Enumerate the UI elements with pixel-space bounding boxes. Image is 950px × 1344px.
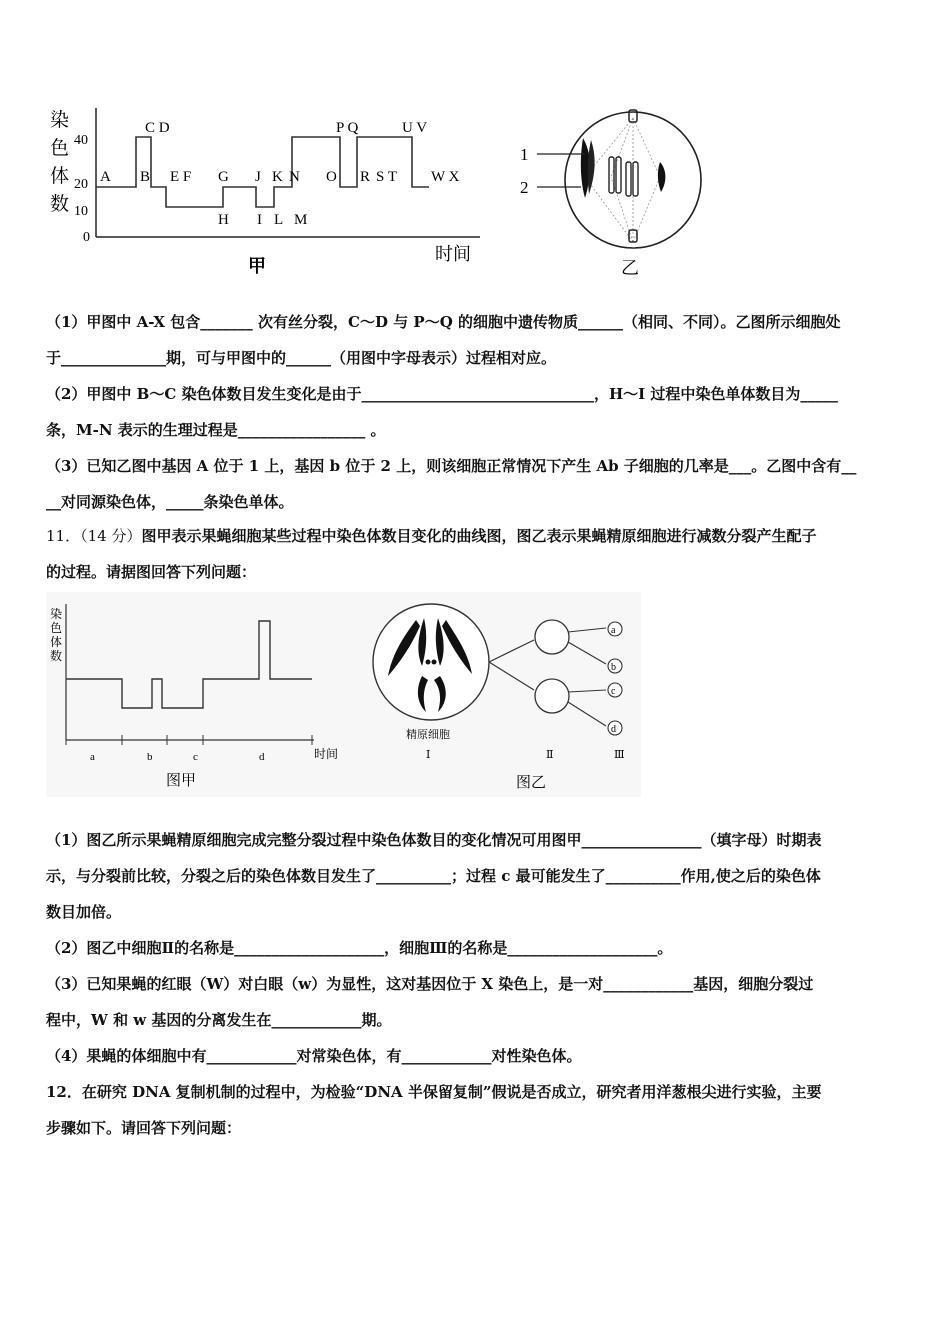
- text: （相同、不同）。乙图所示细胞处: [622, 313, 841, 331]
- jia-seg-letter: R: [360, 169, 371, 185]
- jia-ylabel-char: 体: [50, 166, 70, 187]
- chromosome-2b: [616, 157, 621, 193]
- blank: ______: [286, 349, 332, 367]
- tuyi-caption: 图乙: [516, 775, 547, 791]
- blank: __: [46, 493, 61, 511]
- jia-seg-letter: E F: [170, 169, 192, 185]
- text: （3）已知果蝇的红眼（W）对白眼（w）为显性，这对基因位于 X 染色上，是一对: [46, 975, 604, 993]
- jia-seg-letter: M: [294, 212, 308, 228]
- text: 程中，W 和 w 基因的分离发生在: [46, 1011, 272, 1029]
- blank: ____________________: [234, 939, 385, 957]
- q12-line1: [46, 1082, 906, 1102]
- q11-p3-line1: [46, 974, 906, 994]
- tujia-ylabel-char: 染: [50, 607, 63, 621]
- blank: _____: [800, 385, 838, 403]
- blank: _______: [200, 313, 253, 331]
- jia-seg-letter: P Q: [336, 120, 359, 136]
- text: 期。: [361, 1011, 392, 1029]
- chromosome-4: [658, 162, 666, 192]
- gamete-label: c: [611, 686, 616, 697]
- text: 对常染色体，有: [296, 1047, 402, 1065]
- blank: ____________: [271, 1011, 362, 1029]
- text: 对性染色体。: [491, 1047, 582, 1065]
- tujia-ylabel: [50, 606, 62, 663]
- text: 期，可与甲图中的: [166, 349, 287, 367]
- gamete-label: b: [611, 662, 616, 673]
- q11-p1-line3: [46, 902, 906, 922]
- text: 于: [46, 349, 62, 367]
- chromosome-1b: [588, 140, 595, 194]
- text: （4）果蝇的体细胞中有: [46, 1047, 207, 1065]
- stage-label: Ⅱ: [546, 749, 554, 761]
- jia-ylabel-char: 色: [50, 138, 70, 159]
- text: （3）已知乙图中基因 A 位于 1 上，基因 b 位于 2 上，则该细胞正常情况下产生 Ab 子细胞的几率是: [46, 457, 729, 475]
- question-number: 11．（14 分）: [46, 527, 142, 545]
- tujia-xlabel: 时间: [314, 747, 339, 761]
- figure-tuyi-meiosis: [356, 592, 641, 797]
- jia-seg-letter: B: [140, 169, 151, 185]
- text: 。: [365, 421, 386, 439]
- jia-seg-letter: S T: [376, 169, 397, 185]
- secondary-cell-1: [535, 620, 569, 654]
- q10-p1-line2: [46, 348, 906, 368]
- q11-p4: [46, 1046, 906, 1066]
- yi-label-2: 2: [520, 178, 529, 197]
- q11-p3-line2: [46, 1010, 906, 1030]
- q11-p1-line2: [46, 866, 906, 886]
- yi-label-1: 1: [520, 145, 529, 164]
- blank: _______________________________: [361, 385, 594, 403]
- jia-seg-letter: C D: [145, 120, 170, 136]
- jia-seg-letter: A: [100, 169, 111, 185]
- text: （用图中字母表示）过程相对应。: [331, 349, 557, 367]
- blank: ____________________: [507, 939, 658, 957]
- tujia-ylabel-char: 色: [50, 621, 63, 635]
- stage-label: Ⅲ: [614, 749, 625, 761]
- jia-ylabel: [50, 109, 69, 215]
- q12-line2: [46, 1118, 906, 1138]
- text: 数目加倍。: [46, 903, 122, 921]
- figure-yi-mitosis-cell: [515, 102, 715, 282]
- stage-label: Ⅰ: [426, 749, 431, 761]
- text: 。: [657, 939, 673, 957]
- spermatogonium-cell: [373, 604, 489, 720]
- jia-seg-letter: G: [218, 169, 229, 185]
- jia-seg-letter: I: [257, 212, 262, 228]
- dot-chromosome: [432, 660, 437, 665]
- blank: ________________: [581, 831, 702, 849]
- dot-chromosome: [426, 660, 431, 665]
- q10-p2-line2: [46, 420, 906, 440]
- blank: ____________: [401, 1047, 492, 1065]
- jia-ytick: 40: [74, 133, 88, 148]
- jia-seg-letter: U V: [402, 120, 428, 136]
- q11-p2: [46, 938, 906, 958]
- text: 条染色单体。: [203, 493, 294, 511]
- cell-label: 精原细胞: [406, 729, 450, 741]
- text: 作用,使之后的染色体: [680, 867, 821, 885]
- text: 步骤如下。请回答下列问题：: [46, 1119, 242, 1137]
- text: 12．在研究 DNA 复制机制的过程中，为检验“DNA 半保留复制”假说是否成立，研究者用洋葱根尖进行实验，主要: [46, 1083, 822, 1101]
- text: 图甲表示果蝇细胞某些过程中染色体数目变化的曲线图，图乙表示果蝇精原细胞进行减数分裂产生配子: [141, 527, 817, 545]
- figure-tujia-chromosome-line: [46, 592, 356, 797]
- text: 基因，细胞分裂过: [693, 975, 814, 993]
- figure-background: [46, 592, 356, 797]
- text: 条，M-N 表示的生理过程是: [46, 421, 238, 439]
- tujia-xcat: c: [193, 751, 198, 763]
- text: 。乙图中含有: [751, 457, 842, 475]
- text: （2）图乙中细胞Ⅱ的名称是: [46, 939, 235, 957]
- tujia-ylabel-char: 数: [50, 649, 63, 663]
- text: （2）甲图中 B～C 染色体数目发生变化是由于: [46, 385, 362, 403]
- jia-caption: 甲: [248, 256, 266, 276]
- q10-p1-line1: [46, 312, 906, 332]
- blank: ______: [577, 313, 623, 331]
- tujia-ylabel-char: 体: [50, 635, 63, 649]
- blank: ____________: [603, 975, 694, 993]
- text: 对同源染色体，: [61, 493, 167, 511]
- blank: ______________: [61, 349, 167, 367]
- gamete-label: d: [611, 724, 616, 735]
- blank: _________________: [237, 421, 366, 439]
- q11-intro-line1: [46, 526, 906, 546]
- jia-ytick: 0: [83, 230, 90, 245]
- blank: _____: [166, 493, 204, 511]
- blank: ____________: [206, 1047, 297, 1065]
- text: ；过程 c 最可能发生了: [451, 867, 606, 885]
- jia-ylabel-char: 数: [50, 194, 70, 215]
- text: 次有丝分裂，C～D 与 P～Q 的细胞中遗传物质: [252, 313, 578, 331]
- q10-p3-line2: [46, 492, 906, 512]
- tujia-xcat: b: [147, 751, 153, 763]
- yi-caption: 乙: [621, 258, 639, 278]
- jia-ytick: 10: [74, 204, 88, 219]
- text: （填字母）时期表: [701, 831, 822, 849]
- jia-xlabel: 时间: [435, 244, 471, 264]
- blank: __________: [605, 867, 681, 885]
- jia-seg-letter: W X: [431, 169, 460, 185]
- q10-p3-line1: [46, 456, 906, 476]
- text: （1）图乙所示果蝇精原细胞完成完整分裂过程中染色体数目的变化情况可用图甲: [46, 831, 582, 849]
- spindle-fibers: [585, 118, 660, 242]
- q10-p2-line1: [46, 384, 906, 404]
- text: 示，与分裂前比较，分裂之后的染色体数目发生了: [46, 867, 377, 885]
- chromosome-3: [626, 162, 631, 196]
- figure-jia-chromosome-line: [40, 100, 490, 285]
- blank: ___: [728, 457, 752, 475]
- blank: __: [841, 457, 857, 475]
- tujia-xcat: d: [259, 751, 265, 763]
- chromosome-3b: [633, 162, 638, 196]
- text: ，细胞Ⅲ的名称是: [384, 939, 508, 957]
- jia-seg-letter: H: [218, 212, 229, 228]
- jia-seg-letter: O: [326, 169, 337, 185]
- jia-seg-letter: K: [272, 169, 283, 185]
- q11-p1-line1: [46, 830, 906, 850]
- q11-intro-line2: [46, 562, 906, 582]
- jia-ylabel-char: 染: [50, 110, 70, 131]
- jia-seg-letter: N: [289, 169, 300, 185]
- tujia-caption: 图甲: [166, 773, 197, 789]
- text: 的过程。请据图回答下列问题：: [46, 563, 257, 581]
- blank: __________: [376, 867, 452, 885]
- text: ，H～I 过程中染色单体数目为: [594, 385, 801, 403]
- jia-seg-letter: L: [274, 212, 284, 228]
- secondary-cell-2: [535, 679, 569, 713]
- jia-ytick: 20: [74, 177, 88, 192]
- text: （1）甲图中 A-X 包含: [46, 313, 201, 331]
- gamete-label: a: [611, 625, 616, 636]
- tujia-xcat: a: [90, 751, 95, 763]
- jia-seg-letter: J: [255, 169, 261, 185]
